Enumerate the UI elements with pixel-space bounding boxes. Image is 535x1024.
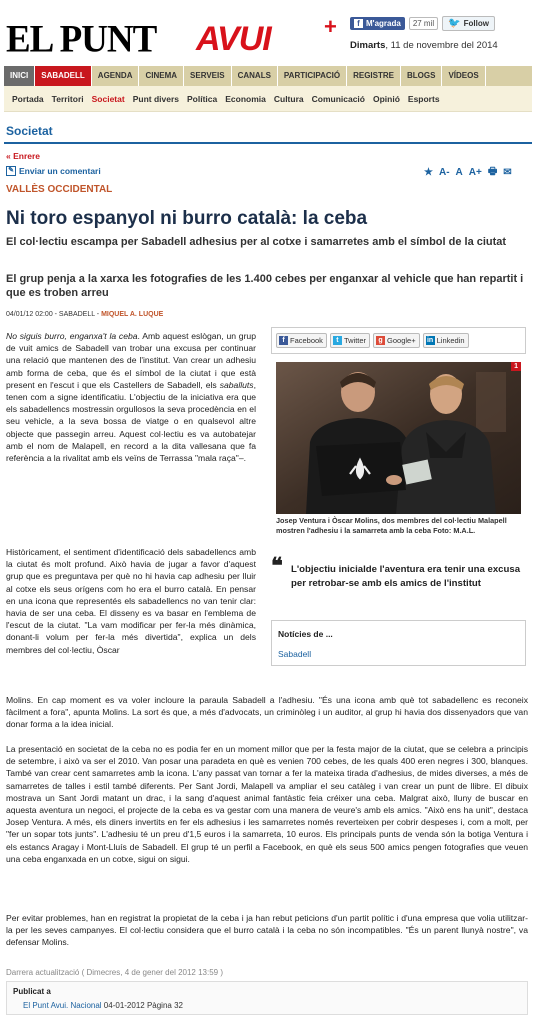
googleplus-icon: g [376,336,385,345]
date-rest: , 11 de novembre del 2014 [385,40,498,51]
section-title: Societat [6,124,53,138]
region-label: VALLÈS OCCIDENTAL [6,184,113,195]
facebook-like-button[interactable] [350,17,405,30]
related-news-link[interactable]: Sabadell [278,649,312,659]
published-link[interactable]: El Punt Avui. Nacional [23,1001,102,1010]
main-nav [4,66,532,86]
body-saballuts: saballuts [219,379,254,390]
share-facebook-button[interactable] [276,333,327,348]
nav-main-registre[interactable]: REGISTRE [347,66,401,86]
share-linkedin-label: Linkedin [436,336,465,345]
share-googleplus-button[interactable] [373,333,420,348]
share-facebook-label: Facebook [290,336,323,345]
facebook-like-label: M'agrada [366,19,401,28]
nav-sub-opinio[interactable]: Opinió [372,93,400,104]
article-photo[interactable] [276,362,521,514]
related-news-title: Notícies de ... [278,629,333,639]
published-entry [23,1001,521,1010]
nav-sub-territori[interactable]: Territori [51,93,84,104]
photo-caption: Josep Ventura i Òscar Molins, dos membres del col·lectiu Malapell mostren l'adhesiu i la samarreta amb la ceba Foto: M.A.L. [276,516,507,535]
article-subtitle-2: El grup penja a la xarxa les fotografies de les 1.400 cebes per enganxar al vehicle que han repartit i que es troben arreu [6,273,524,299]
share-linkedin-button[interactable] [423,333,469,348]
related-news-box [271,620,526,666]
social-buttons [350,16,495,31]
share-googleplus-label: Google+ [387,336,416,345]
article-meta [6,311,163,318]
body-slogan: No siguis burro, enganxa't la ceba [6,331,138,341]
send-comment-label: Enviar un comentari [19,166,101,176]
share-twitter-button[interactable] [330,333,370,348]
photo-illustration [276,362,521,514]
font-decrease-button[interactable]: A- [438,167,450,178]
nav-main-agenda[interactable]: AGENDA [92,66,140,86]
nav-sub-societat[interactable]: Societat [91,93,125,104]
linkedin-icon: in [426,337,434,344]
current-date [350,40,498,51]
twitter-bird-icon: 🐦 [448,17,461,29]
facebook-icon: f [354,19,363,28]
date-day: Dimarts [350,40,386,51]
font-increase-button[interactable]: A+ [468,167,482,178]
mail-icon[interactable]: ✉ [503,167,512,178]
nav-main-inici[interactable]: INICI [4,66,35,86]
nav-main-blogs[interactable]: BLOGS [401,66,442,86]
photo-number-badge: 1 [511,362,521,371]
logo-avui: AVUI [196,20,271,58]
article-subtitle-1: El col·lectiu escampa per Sabadell adhesius per al cotxe i samarretes amb el símbol de la ciutat [6,236,507,248]
published-date-page: 04-01-2012 Pàgina 32 [101,1001,183,1010]
star-icon[interactable]: ★ [424,167,433,178]
facebook-icon: f [279,336,288,345]
nav-sub-punt-divers[interactable]: Punt divers [132,93,179,104]
published-title: Publicat a [13,987,51,996]
pencil-icon: ✎ [6,166,16,176]
body-p1-b: , tenen com a signe identificatiu. L'objectiu de la iniciativa era que els sabadellencs mostressin orgullosos la seva procedència en el seu vehicle, a la seva bossa de viatge o en qualsevol altre objecte que passegin arreu. Aquest col·lectiu es va autobatejar amb el nom de Malapell, en record a la dita vallesana que fa referència a la rivalitat amb els veïns de Terrassa "mala raça"–. [6,379,256,464]
nav-main-videos[interactable]: VÍDEOS [442,66,485,86]
logo-el-punt: EL PUNT [6,17,157,62]
send-comment-link[interactable] [6,166,101,176]
twitter-icon: t [333,336,342,345]
quote-mark-icon: ❝ [271,553,283,578]
nav-sub-politica[interactable]: Política [187,93,218,104]
nav-main-participacio[interactable]: PARTICIPACIÓ [278,66,347,86]
published-in-box [6,981,528,1015]
twitter-follow-label: Follow [463,19,489,28]
nav-sub-cultura[interactable]: Cultura [273,93,304,104]
article-author[interactable]: MIQUEL A. LUQUE [101,311,164,318]
pull-quote [271,553,526,590]
twitter-follow-button[interactable] [442,16,495,31]
body-paragraph-2: Històricament, el sentiment d'identificació dels sabadellencs amb la ciutat és molt profund. Això havia de jugar a favor d'aquest grup que es preguntava per què no hi havia cap adhesiu per lluir al cotxe els seus orígens com ho era el burro català. En pensar en una icona que representés els sabadellencs no van tenir clar: havia de ser una ceba. El disseny es va basar en l'emblema de l'escut de la ciutat. "La vam modificar per fer-la més dinàmica, donant-li volum per fer-la més divertida", explica un dels membres del col·lectiu, Òscar [6,547,256,655]
article-tools [424,164,512,181]
sub-nav [4,86,532,112]
share-bar [271,327,526,354]
logo-plus: + [324,14,337,39]
last-updated: Darrera actualització ( Dimecres, 4 de gener del 2012 13:59 ) [6,968,223,977]
nav-sub-comunicacio[interactable]: Comunicació [311,93,365,104]
nav-sub-economia[interactable]: Economia [225,93,266,104]
nav-main-canals[interactable]: CANALS [232,66,278,86]
font-reset-button[interactable]: A [455,167,463,178]
nav-sub-esports[interactable]: Esports [407,93,440,104]
article-headline: Ni toro espanyol ni burro català: la ceba [6,208,368,229]
article-stamp: 04/01/12 02:00 - SABADELL - [6,311,102,318]
nav-main-serveis[interactable]: SERVEIS [184,66,232,86]
body-p1-a: . Amb aquest eslògan, un grup de vuit amics de Sabadell van trobar una excusa per continuar una relació que mantenen des de l'institut. Van crear un adhesiu amb forma de ceba, que és el símbol de la ciutat i que està present en l'escut i que els Castellers de Sabadell, els [6,331,256,390]
body-paragraph-2-continued: Molins. En cap moment es va voler incloure la paraula Sabadell a l'adhesiu. "És una icona amb què tot sabadellenc es reconeix fàcilment a fora", apunta Molins. La sort és que, a més d'advocats, un criminòleg i un auditor, al grup hi havia dos dissenyadors que van donar forma a la idea inicial. [6,695,528,730]
section-divider [4,142,532,144]
print-icon[interactable]: 🖶 [487,166,498,177]
share-twitter-label: Twitter [343,336,367,345]
body-paragraph-4: Per evitar problemes, han en registrat la propietat de la ceba i ja han rebut peticions d'un partit polític i d'una empresa que volia utilitzar-la per les seves campanyes. El col·lectiu considera que el burro català i la ceba no són incompatibles. "És un parent llunyà nostre", va defensar Molins. [6,913,528,948]
nav-main-sabadell[interactable]: SABADELL [35,66,92,86]
site-logo[interactable] [6,14,346,62]
nav-main-cinema[interactable]: CINEMA [139,66,184,86]
facebook-like-count: 27 mil [409,17,438,30]
body-paragraph-1 [6,330,256,464]
nav-sub-portada[interactable]: Portada [12,93,44,104]
body-paragraph-3: La presentació en societat de la ceba no es podia fer en un moment millor que per la festa major de la ciutat, que se celebra a principis de setembre, i això va ser el 2010. Van posar una paradeta en què es venien 700 cebes, de les quals 400 eren negres i 300, blanques. També van crear cent samarretes amb la icona. L'any passat van tornar a fer la mateixa tirada d'adhesius, de mides diverses, a més de samarretes de talles i estil també diferents. Per Sant Jordi, Malapell va ampliar el seu catàleg i van crear un punt de llibre. El dibuix mostrava un Sant Jordi matant un drac, i la sang d'aquest animal fantàstic feia créixer una ceba. Malgrat això, lluny de buscar en aquesta aventura un negoci, el projecte de la ceba es va gestar com una manera de veure's amb els amics. "Això ens ha unit", destaca Josep Ventura. A més, els diners invertits en fer els adhesius i les samarretes només reverteixen per cobrir despeses i, com a molt, per "fer un sopar tots junts". L'adhesiu té un preu d'1,5 euros i la samarreta, 10 euros. Els principals punts de venda són la botiga Ventura i els estancs Aragay i Mont-Lluís de Sabadell. El grup té un perfil a Facebook, en què els seus 500 amics pengen fotografies que veuen una ceba enganxada en un cotxe, sigui on sigui. [6,744,528,864]
pull-quote-text: L'objectiu inicialde l'aventura era tenir una excusa per retrobar-se amb els amics de l'institut [291,564,521,589]
back-link[interactable]: « Enrere [6,151,41,161]
